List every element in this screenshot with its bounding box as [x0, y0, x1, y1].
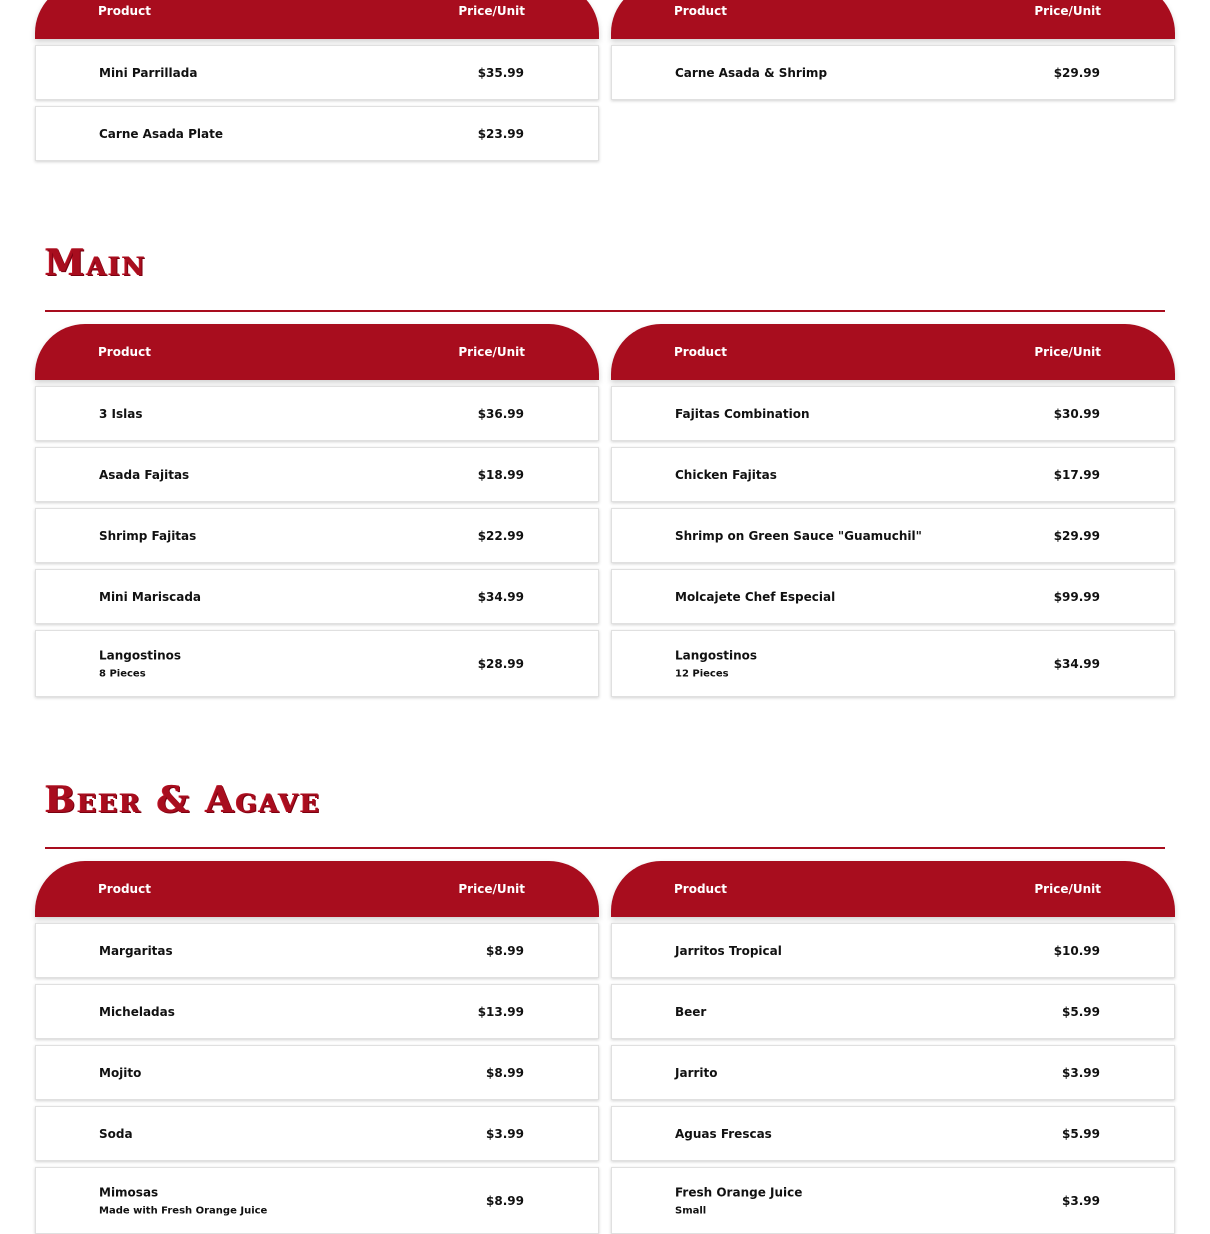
menu-table-top-right	[611, 0, 1175, 100]
item-subtitle: 8 Pieces	[99, 668, 146, 679]
menu-item-row[interactable]	[611, 984, 1175, 1039]
menu-item-row[interactable]	[611, 630, 1175, 697]
table-header	[611, 324, 1175, 380]
item-name: Margaritas	[99, 943, 173, 958]
item-name: Fajitas Combination	[675, 406, 810, 421]
menu-item-row[interactable]	[35, 447, 599, 502]
product-column-header: Product	[98, 345, 151, 359]
price-column-header: Price/Unit	[458, 882, 525, 896]
item-title: Mimosas	[99, 1185, 159, 1199]
table-header	[611, 0, 1175, 39]
item-price: $30.99	[1053, 406, 1100, 421]
item-price: $17.99	[1053, 467, 1100, 482]
item-name: Carne Asada & Shrimp	[675, 65, 828, 80]
menu-item-row[interactable]	[611, 1045, 1175, 1100]
item-price: $13.99	[477, 1004, 524, 1019]
item-name	[675, 648, 757, 679]
menu-table-beer-right	[611, 861, 1175, 1234]
item-price: $29.99	[1053, 528, 1100, 543]
menu-item-row[interactable]	[611, 386, 1175, 441]
item-name: Molcajete Chef Especial	[675, 589, 836, 604]
menu-item-row[interactable]	[35, 630, 599, 697]
table-header	[611, 861, 1175, 917]
product-column-header: Product	[674, 882, 727, 896]
menu-item-row[interactable]	[35, 106, 599, 161]
section-title-main: Main	[45, 242, 147, 284]
section-title-beer-agave: Beer & Agave	[45, 779, 322, 821]
item-price: $3.99	[1062, 1065, 1100, 1080]
menu-item-row[interactable]	[35, 1045, 599, 1100]
price-column-header: Price/Unit	[458, 4, 525, 18]
item-name: Asada Fajitas	[99, 467, 190, 482]
item-name: Jarrito	[675, 1065, 718, 1080]
section-divider	[45, 310, 1165, 312]
item-name: Carne Asada Plate	[99, 126, 223, 141]
item-name: Jarritos Tropical	[675, 943, 782, 958]
section-divider	[45, 847, 1165, 849]
item-price: $18.99	[477, 467, 524, 482]
menu-item-row[interactable]	[35, 386, 599, 441]
table-header	[35, 0, 599, 39]
item-price: $36.99	[477, 406, 524, 421]
item-name: Mini Parrillada	[99, 65, 198, 80]
item-name: Micheladas	[99, 1004, 175, 1019]
item-price: $8.99	[486, 943, 524, 958]
menu-item-row[interactable]	[611, 447, 1175, 502]
item-name	[99, 648, 181, 679]
menu-item-row[interactable]	[35, 45, 599, 100]
item-name: Mini Mariscada	[99, 589, 201, 604]
price-column-header: Price/Unit	[1034, 882, 1101, 896]
product-column-header: Product	[674, 345, 727, 359]
item-price: $34.99	[1053, 656, 1100, 671]
item-name: Mojito	[99, 1065, 142, 1080]
item-price: $3.99	[486, 1126, 524, 1141]
item-price: $23.99	[477, 126, 524, 141]
menu-item-row[interactable]	[611, 1106, 1175, 1161]
item-name: Soda	[99, 1126, 133, 1141]
menu-item-row[interactable]	[611, 45, 1175, 100]
item-price: $3.99	[1062, 1193, 1100, 1208]
item-price: $5.99	[1062, 1126, 1100, 1141]
menu-item-row[interactable]	[611, 508, 1175, 563]
item-name	[99, 1185, 267, 1216]
table-header	[35, 324, 599, 380]
menu-item-row[interactable]	[35, 508, 599, 563]
item-title: Fresh Orange Juice	[675, 1185, 803, 1199]
item-name: Beer	[675, 1004, 707, 1019]
item-price: $8.99	[486, 1193, 524, 1208]
menu-table-beer-left	[35, 861, 599, 1234]
item-subtitle: 12 Pieces	[675, 668, 729, 679]
menu-table-top-left	[35, 0, 599, 161]
item-title: Langostinos	[675, 648, 758, 662]
item-price: $99.99	[1053, 589, 1100, 604]
price-column-header: Price/Unit	[1034, 345, 1101, 359]
item-price: $5.99	[1062, 1004, 1100, 1019]
item-name: Chicken Fajitas	[675, 467, 777, 482]
menu-item-row[interactable]	[35, 1167, 599, 1234]
menu-item-row[interactable]	[611, 1167, 1175, 1234]
item-price: $8.99	[486, 1065, 524, 1080]
item-name: Shrimp Fajitas	[99, 528, 197, 543]
menu-item-row[interactable]	[611, 923, 1175, 978]
item-title: Langostinos	[99, 648, 182, 662]
item-price: $34.99	[477, 589, 524, 604]
item-name	[675, 1185, 802, 1216]
menu-item-row[interactable]	[35, 1106, 599, 1161]
item-price: $35.99	[477, 65, 524, 80]
item-subtitle: Small	[675, 1205, 707, 1216]
item-subtitle: Made with Fresh Orange Juice	[99, 1205, 268, 1216]
item-name: Aguas Frescas	[675, 1126, 772, 1141]
menu-table-main-left	[35, 324, 599, 697]
item-price: $22.99	[477, 528, 524, 543]
product-column-header: Product	[98, 4, 151, 18]
menu-item-row[interactable]	[35, 923, 599, 978]
product-column-header: Product	[98, 882, 151, 896]
item-name: Shrimp on Green Sauce "Guamuchil"	[675, 528, 922, 543]
price-column-header: Price/Unit	[1034, 4, 1101, 18]
item-price: $29.99	[1053, 65, 1100, 80]
table-header	[35, 861, 599, 917]
item-price: $28.99	[477, 656, 524, 671]
item-name: 3 Islas	[99, 406, 143, 421]
menu-table-main-right	[611, 324, 1175, 697]
product-column-header: Product	[674, 4, 727, 18]
price-column-header: Price/Unit	[458, 345, 525, 359]
menu-item-row[interactable]	[35, 569, 599, 624]
item-price: $10.99	[1053, 943, 1100, 958]
menu-item-row[interactable]	[611, 569, 1175, 624]
menu-item-row[interactable]	[35, 984, 599, 1039]
